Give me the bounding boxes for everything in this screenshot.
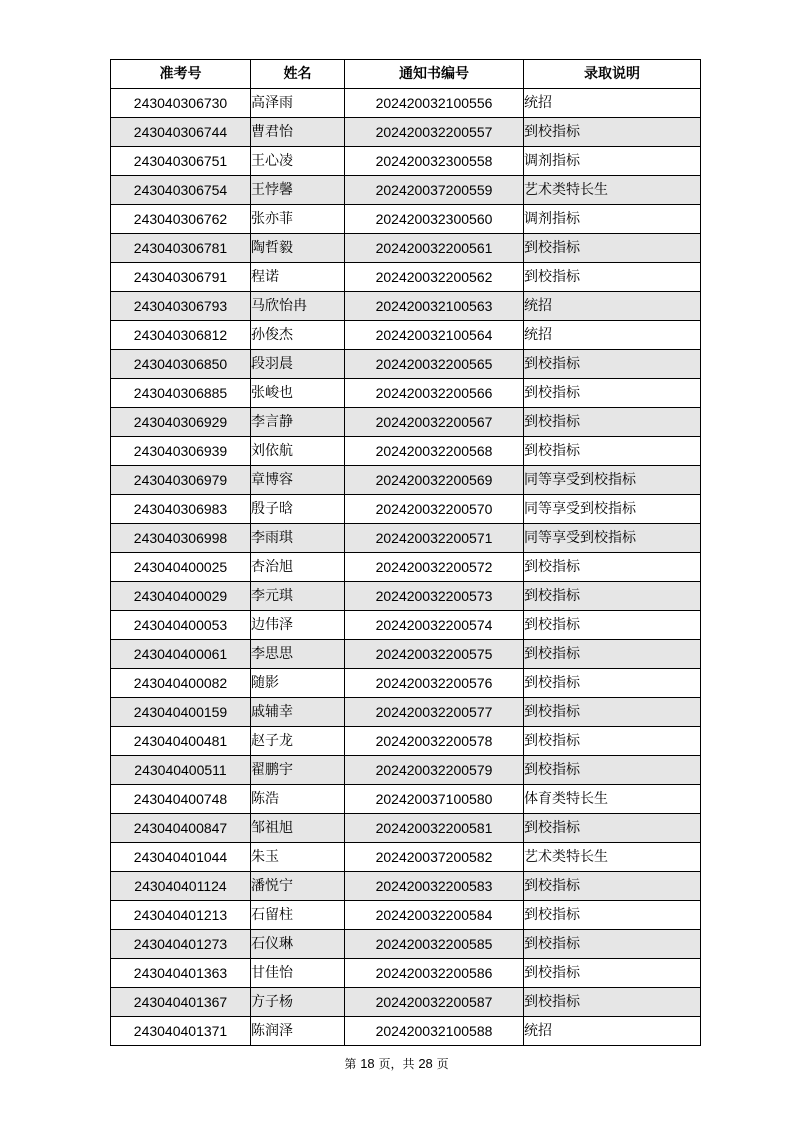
table-row bbox=[111, 466, 701, 495]
table-row bbox=[111, 785, 701, 814]
exam-no-cell: 243040306929 bbox=[111, 408, 251, 437]
admission-note-cell: 到校指标 bbox=[524, 756, 701, 785]
notice-no-cell: 202420032200567 bbox=[345, 408, 524, 437]
name-cell: 戚辅幸 bbox=[251, 698, 345, 727]
name-cell: 马欣怡冉 bbox=[251, 292, 345, 321]
notice-no-cell: 202420032200571 bbox=[345, 524, 524, 553]
admission-note-cell: 到校指标 bbox=[524, 669, 701, 698]
table-row bbox=[111, 1017, 701, 1046]
admission-note-cell: 到校指标 bbox=[524, 408, 701, 437]
notice-no-cell: 202420032200578 bbox=[345, 727, 524, 756]
name-cell: 曹君怡 bbox=[251, 118, 345, 147]
table-row bbox=[111, 495, 701, 524]
name-cell: 殷子晗 bbox=[251, 495, 345, 524]
name-cell: 李元琪 bbox=[251, 582, 345, 611]
exam-no-cell: 243040401367 bbox=[111, 988, 251, 1017]
table-row bbox=[111, 843, 701, 872]
admission-note-cell: 到校指标 bbox=[524, 872, 701, 901]
table-row bbox=[111, 901, 701, 930]
table-row bbox=[111, 147, 701, 176]
admission-note-cell: 到校指标 bbox=[524, 901, 701, 930]
admission-note-cell: 到校指标 bbox=[524, 988, 701, 1017]
table-row bbox=[111, 89, 701, 118]
table-row bbox=[111, 437, 701, 466]
notice-no-cell: 202420032200569 bbox=[345, 466, 524, 495]
exam-no-cell: 243040306850 bbox=[111, 350, 251, 379]
notice-no-cell: 202420032300558 bbox=[345, 147, 524, 176]
admission-note-cell: 统招 bbox=[524, 1017, 701, 1046]
admission-note-cell: 到校指标 bbox=[524, 727, 701, 756]
exam-no-cell: 243040306730 bbox=[111, 89, 251, 118]
exam-no-cell: 243040400053 bbox=[111, 611, 251, 640]
admission-note-cell: 统招 bbox=[524, 292, 701, 321]
footer-middle: 页，共 bbox=[378, 1057, 415, 1071]
admission-note-cell: 到校指标 bbox=[524, 611, 701, 640]
notice-no-cell: 202420032100563 bbox=[345, 292, 524, 321]
notice-no-cell: 202420032300560 bbox=[345, 205, 524, 234]
exam-no-cell: 243040400748 bbox=[111, 785, 251, 814]
notice-no-cell: 202420032200579 bbox=[345, 756, 524, 785]
notice-no-cell: 202420032200577 bbox=[345, 698, 524, 727]
admission-note-cell: 艺术类特长生 bbox=[524, 843, 701, 872]
notice-no-cell: 202420037200582 bbox=[345, 843, 524, 872]
notice-no-cell: 202420032200570 bbox=[345, 495, 524, 524]
table-row bbox=[111, 408, 701, 437]
notice-no-cell: 202420032200561 bbox=[345, 234, 524, 263]
name-cell: 翟鹏宇 bbox=[251, 756, 345, 785]
table-row bbox=[111, 582, 701, 611]
notice-no-cell: 202420032200566 bbox=[345, 379, 524, 408]
exam-no-cell: 243040306793 bbox=[111, 292, 251, 321]
admission-note-cell: 艺术类特长生 bbox=[524, 176, 701, 205]
admission-note-cell: 到校指标 bbox=[524, 263, 701, 292]
name-cell: 高泽雨 bbox=[251, 89, 345, 118]
exam-no-cell: 243040401273 bbox=[111, 930, 251, 959]
header-notice-no: 通知书编号 bbox=[345, 60, 524, 89]
name-cell: 刘依航 bbox=[251, 437, 345, 466]
admission-note-cell: 调剂指标 bbox=[524, 205, 701, 234]
name-cell: 张峻也 bbox=[251, 379, 345, 408]
admission-note-cell: 同等享受到校指标 bbox=[524, 524, 701, 553]
table-row bbox=[111, 756, 701, 785]
name-cell: 石留柱 bbox=[251, 901, 345, 930]
notice-no-cell: 202420037200559 bbox=[345, 176, 524, 205]
admission-table bbox=[110, 59, 701, 1046]
exam-no-cell: 243040306979 bbox=[111, 466, 251, 495]
name-cell: 方子杨 bbox=[251, 988, 345, 1017]
notice-no-cell: 202420032100564 bbox=[345, 321, 524, 350]
admission-note-cell: 到校指标 bbox=[524, 379, 701, 408]
current-page-number: 18 bbox=[360, 1056, 375, 1071]
name-cell: 朱玉 bbox=[251, 843, 345, 872]
exam-no-cell: 243040400847 bbox=[111, 814, 251, 843]
table-header bbox=[111, 60, 701, 89]
name-cell: 王悖馨 bbox=[251, 176, 345, 205]
name-cell: 潘悦宁 bbox=[251, 872, 345, 901]
name-cell: 邹祖旭 bbox=[251, 814, 345, 843]
table-row bbox=[111, 930, 701, 959]
name-cell: 陈浩 bbox=[251, 785, 345, 814]
table-row bbox=[111, 611, 701, 640]
notice-no-cell: 202420032200565 bbox=[345, 350, 524, 379]
exam-no-cell: 243040401124 bbox=[111, 872, 251, 901]
name-cell: 李言静 bbox=[251, 408, 345, 437]
table-row bbox=[111, 118, 701, 147]
notice-no-cell: 202420032200572 bbox=[345, 553, 524, 582]
exam-no-cell: 243040400082 bbox=[111, 669, 251, 698]
name-cell: 石仪琳 bbox=[251, 930, 345, 959]
exam-no-cell: 243040306754 bbox=[111, 176, 251, 205]
footer-prefix: 第 bbox=[344, 1057, 357, 1071]
exam-no-cell: 243040400481 bbox=[111, 727, 251, 756]
exam-no-cell: 243040400029 bbox=[111, 582, 251, 611]
notice-no-cell: 202420032200584 bbox=[345, 901, 524, 930]
exam-no-cell: 243040306885 bbox=[111, 379, 251, 408]
notice-no-cell: 202420032100588 bbox=[345, 1017, 524, 1046]
admission-note-cell: 到校指标 bbox=[524, 350, 701, 379]
name-cell: 王心凌 bbox=[251, 147, 345, 176]
exam-no-cell: 243040401213 bbox=[111, 901, 251, 930]
table-row bbox=[111, 292, 701, 321]
notice-no-cell: 202420032100556 bbox=[345, 89, 524, 118]
exam-no-cell: 243040401363 bbox=[111, 959, 251, 988]
name-cell: 陈润泽 bbox=[251, 1017, 345, 1046]
name-cell: 随影 bbox=[251, 669, 345, 698]
total-page-number: 28 bbox=[418, 1056, 433, 1071]
name-cell: 李思思 bbox=[251, 640, 345, 669]
admission-note-cell: 统招 bbox=[524, 89, 701, 118]
name-cell: 章博容 bbox=[251, 466, 345, 495]
notice-no-cell: 202420032200562 bbox=[345, 263, 524, 292]
table-row bbox=[111, 524, 701, 553]
page-footer bbox=[0, 1055, 793, 1073]
table-row bbox=[111, 350, 701, 379]
notice-no-cell: 202420032200586 bbox=[345, 959, 524, 988]
header-exam-no: 准考号 bbox=[111, 60, 251, 89]
admission-note-cell: 体育类特长生 bbox=[524, 785, 701, 814]
admission-note-cell: 到校指标 bbox=[524, 698, 701, 727]
notice-no-cell: 202420032200585 bbox=[345, 930, 524, 959]
admission-note-cell: 到校指标 bbox=[524, 553, 701, 582]
header-row bbox=[111, 60, 701, 89]
footer-suffix: 页 bbox=[436, 1057, 449, 1071]
admission-note-cell: 到校指标 bbox=[524, 234, 701, 263]
notice-no-cell: 202420032200583 bbox=[345, 872, 524, 901]
table-row bbox=[111, 988, 701, 1017]
name-cell: 孙俊杰 bbox=[251, 321, 345, 350]
table-row bbox=[111, 234, 701, 263]
exam-no-cell: 243040400159 bbox=[111, 698, 251, 727]
notice-no-cell: 202420032200576 bbox=[345, 669, 524, 698]
table-row bbox=[111, 872, 701, 901]
notice-no-cell: 202420032200575 bbox=[345, 640, 524, 669]
table-body bbox=[111, 89, 701, 1046]
name-cell: 边伟泽 bbox=[251, 611, 345, 640]
notice-no-cell: 202420032200581 bbox=[345, 814, 524, 843]
admission-note-cell: 到校指标 bbox=[524, 814, 701, 843]
table-row bbox=[111, 640, 701, 669]
admission-note-cell: 到校指标 bbox=[524, 582, 701, 611]
notice-no-cell: 202420032200557 bbox=[345, 118, 524, 147]
table-row bbox=[111, 698, 701, 727]
admission-note-cell: 到校指标 bbox=[524, 118, 701, 147]
table-row bbox=[111, 176, 701, 205]
admission-note-cell: 到校指标 bbox=[524, 437, 701, 466]
exam-no-cell: 243040400025 bbox=[111, 553, 251, 582]
table-row bbox=[111, 379, 701, 408]
name-cell: 陶哲毅 bbox=[251, 234, 345, 263]
notice-no-cell: 202420032200587 bbox=[345, 988, 524, 1017]
exam-no-cell: 243040401044 bbox=[111, 843, 251, 872]
admission-note-cell: 同等享受到校指标 bbox=[524, 466, 701, 495]
notice-no-cell: 202420037100580 bbox=[345, 785, 524, 814]
name-cell: 张亦菲 bbox=[251, 205, 345, 234]
table-row bbox=[111, 959, 701, 988]
table-row bbox=[111, 321, 701, 350]
admission-note-cell: 同等享受到校指标 bbox=[524, 495, 701, 524]
header-name: 姓名 bbox=[251, 60, 345, 89]
name-cell: 程诺 bbox=[251, 263, 345, 292]
notice-no-cell: 202420032200573 bbox=[345, 582, 524, 611]
exam-no-cell: 243040306781 bbox=[111, 234, 251, 263]
name-cell: 段羽晨 bbox=[251, 350, 345, 379]
admission-note-cell: 到校指标 bbox=[524, 959, 701, 988]
exam-no-cell: 243040400061 bbox=[111, 640, 251, 669]
admission-note-cell: 到校指标 bbox=[524, 930, 701, 959]
exam-no-cell: 243040306812 bbox=[111, 321, 251, 350]
admission-note-cell: 到校指标 bbox=[524, 640, 701, 669]
admission-note-cell: 调剂指标 bbox=[524, 147, 701, 176]
name-cell: 李雨琪 bbox=[251, 524, 345, 553]
notice-no-cell: 202420032200568 bbox=[345, 437, 524, 466]
table-row bbox=[111, 205, 701, 234]
name-cell: 赵子龙 bbox=[251, 727, 345, 756]
exam-no-cell: 243040400511 bbox=[111, 756, 251, 785]
exam-no-cell: 243040306744 bbox=[111, 118, 251, 147]
exam-no-cell: 243040306983 bbox=[111, 495, 251, 524]
exam-no-cell: 243040306762 bbox=[111, 205, 251, 234]
name-cell: 杏治旭 bbox=[251, 553, 345, 582]
admission-note-cell: 统招 bbox=[524, 321, 701, 350]
table-row bbox=[111, 727, 701, 756]
table-row bbox=[111, 814, 701, 843]
table-row bbox=[111, 669, 701, 698]
exam-no-cell: 243040401371 bbox=[111, 1017, 251, 1046]
exam-no-cell: 243040306998 bbox=[111, 524, 251, 553]
table-row bbox=[111, 263, 701, 292]
exam-no-cell: 243040306939 bbox=[111, 437, 251, 466]
exam-no-cell: 243040306751 bbox=[111, 147, 251, 176]
notice-no-cell: 202420032200574 bbox=[345, 611, 524, 640]
header-admission-note: 录取说明 bbox=[524, 60, 701, 89]
table-row bbox=[111, 553, 701, 582]
exam-no-cell: 243040306791 bbox=[111, 263, 251, 292]
name-cell: 甘佳怡 bbox=[251, 959, 345, 988]
